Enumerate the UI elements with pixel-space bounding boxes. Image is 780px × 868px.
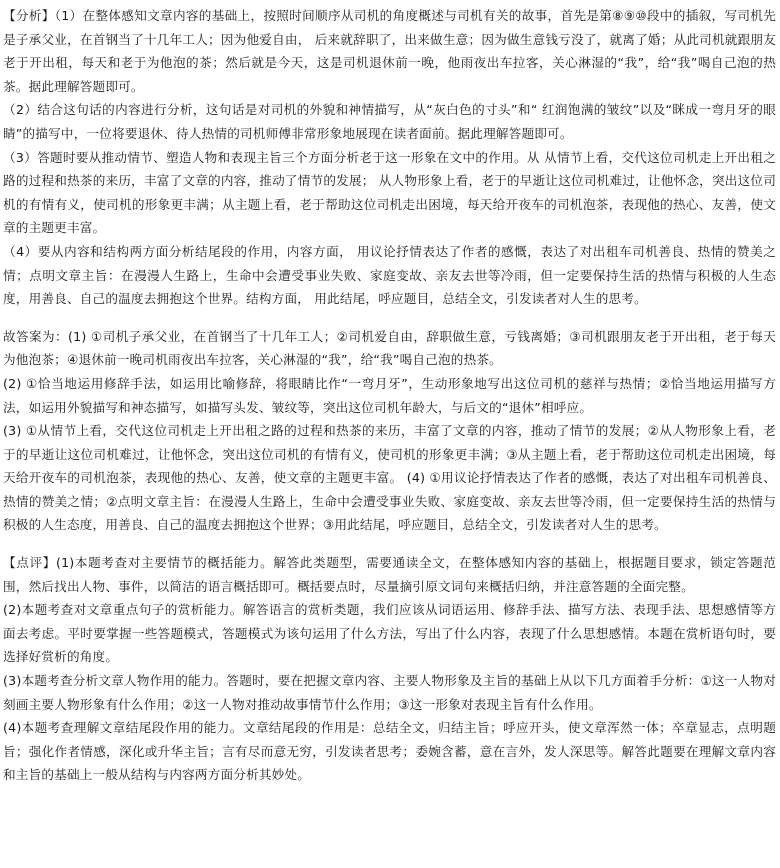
analysis-part-3: （3）答题时要从推动情节、塑造人物和表现主旨三个方面分析老于这一形象在文中的作用。从 从情节上看，交代这位司机走上开出租之路的过程和热茶的来历，丰富了文章的内容，推动了情节的发展； 从人物形象上看，老于的早逝让这位司机难过，让他怀念，突出这位司机的有情有义，使司机的形象更丰满；从主题上看，老于帮助这位司机走出困境，每天给开夜车的司机泡茶，表现他的热心、友善，使文章的主题更丰富。	[3, 149, 776, 236]
answer-part-3-4: (3) ①从情节上看，交代这位司机走上开出租之路的过程和热茶的来历，丰富了文章的内容，推动了情节的发展；②从人物形象上看，老于的早逝让这位司机难过，让他怀念，突出这位司机的有情有义，使司机的形象更丰满；③从主题上看，老于帮助这位司机走出困境，每天给开夜车的司机泡茶，表现他的热心、友善，使文章的主题更丰富。 (4) ①用议论抒情表达了作者的感慨，表达了对出租车司机善良、热情的赞美之情；②点明文章主旨：在漫漫人生路上，生命中会遭受事业失败、家庭变故、亲友去世等冷雨，但一定要保持生活的热情与积极的人生态度，用善良、自己的温度去拥抱这个世界；③用此结尾，呼应题目，总结全文，引发读者对人生的思考。	[3, 423, 776, 533]
section-spacer	[3, 537, 776, 551]
comment-section	[3, 551, 776, 787]
analysis-part-1: 【分析】（1）在整体感知文章内容的基础上，按照时间顺序从司机的角度概述与司机有关的故事，首先是第⑧⑨⑩段中的插叙，写司机先是子承父业，在首钢当了十几年工人；因为他爱自由， 后来就辞职了，出来做生意；因为做生意钱亏没了，就离了婚；从此司机就跟朋友老于开出租，每天和老于为他泡的茶；然后就是今天，这是司机退休前一晚，他雨夜出车拉客，关心淋湿的“我”，给“我”喝自己泡的热茶。据此理解答题即可。	[3, 8, 776, 94]
analysis-section	[3, 4, 776, 311]
comment-part-3: (3)本题考查分析文章人物作用的能力。答题时，要在把握文章内容、主要人物形象及主旨的基础上从以下几方面着手分析：①这一人物对刻画主要人物形象有什么作用；②这一人物对推动故事情节什么作用；③这一形象对表现主旨有什么作用。	[3, 673, 776, 712]
answer-part-2: (2) ①恰当地运用修辞手法，如运用比喻修辞，将眼睛比作“一弯月牙”，生动形象地写出这位司机的慈祥与热情；②恰当地运用描写方法，如运用外貌描写和神态描写，如描写头发、皱纹等，突出这位司机年龄大，与后文的“退休”相呼应。	[3, 375, 776, 415]
comment-part-4: (4)本题考查理解文章结尾段作用的能力。文章结尾段的作用是：总结全文，归结主旨；呼应开头，使文章浑然一体；卒章显志，点明题旨；强化作者情感，深化或升华主旨；言有尽而意无穷，引发读者思考；委婉含蓄，意在言外，发人深思等。解答此题要在理解文章内容和主旨的基础上一般从结构与内容两方面分析其妙处。	[3, 720, 776, 783]
analysis-part-2: （2）结合这句话的内容进行分析，这句话是对司机的外貌和神情描写，从“灰白色的寸头”和“ 红润饱满的皱纹”以及“眯成一弯月牙的眼睛”的描写中，一位将要退休、待人热情的司机师傅非常形象地展现在读者面前。据此理解答题即可。	[3, 102, 776, 141]
analysis-part-4: （4）要从内容和结构两方面分析结尾段的作用，内容方面， 用议论抒情表达了作者的感慨，表达了对出租车司机善良、热情的赞美之情；点明文章主旨：在漫漫人生路上，生命中会遭受事业失败、家庭变故、亲友去世等冷雨，但一定要保持生活的热情与积极的人生态度，用善良、自己的温度去拥抱这个世界。结构方面， 用此结尾，呼应题目，总结全文，引发读者对人生的思考。	[3, 243, 776, 307]
comment-part-1: 【点评】(1)本题考查对主要情节的概括能力。解答此类题型，需要通读全文，在整体感知内容的基础上，根据题目要求，锁定答题范围，然后找出人物、事件，以简洁的语言概括即可。概括要点时，尽量摘引原文词句来概括归纳，并注意答题的全面完整。	[3, 555, 776, 594]
answer-part-1: 故答案为：(1) ①司机子承父业，在首钢当了十几年工人；②司机爱自由，辞职做生意，亏钱离婚；③司机跟朋友老于开出租，老于每天为他泡茶；④退休前一晚司机雨夜出车拉客，关心淋湿的“我”，给“我”喝自己泡的热茶。	[3, 328, 776, 368]
answer-section	[3, 325, 776, 537]
comment-part-2: (2)本题考查对文章重点句子的赏析能力。解答语言的赏析类题，我们应该从词语运用、修辞手法、描写方法、表现手法、思想感情等方面去考虑。平时要掌握一些答题模式，答题模式为该句运用了什么方法，写出了什么内容，表现了什么思想感情。本题在赏析语句时，要选择好赏析的角度。	[3, 602, 776, 665]
section-spacer	[3, 311, 776, 325]
